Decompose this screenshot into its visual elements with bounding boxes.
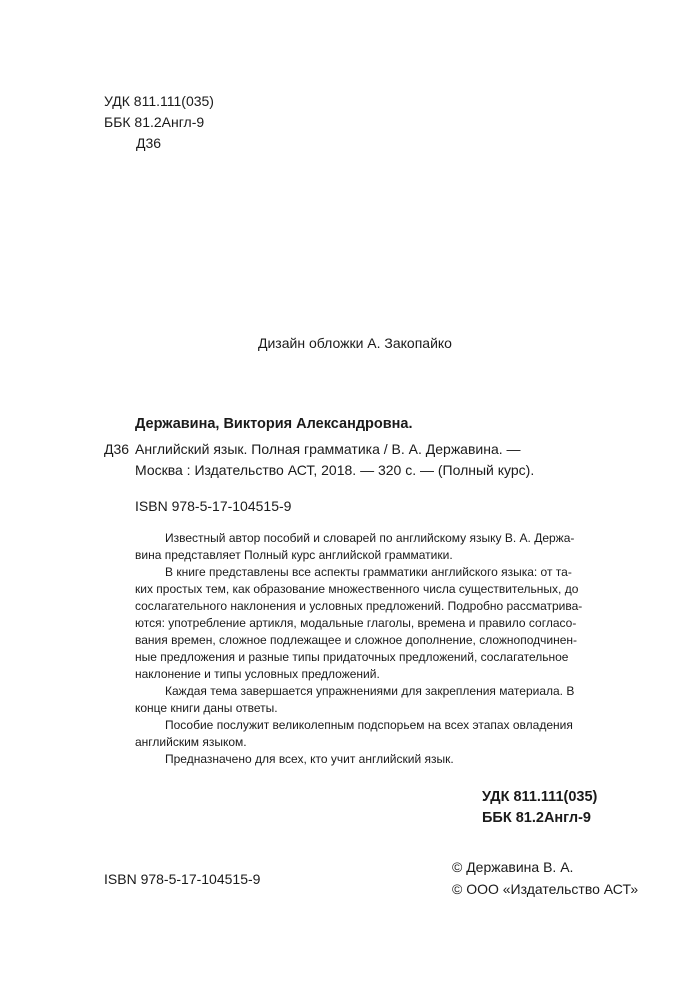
author-sign: Д36 — [104, 441, 130, 457]
author-sign-top: Д36 — [136, 135, 162, 151]
udk-code-top: УДК 811.111(035) — [104, 93, 214, 109]
copyright-author: © Державина В. А. — [452, 859, 574, 875]
annotation-line: В книге представлены все аспекты грамматики английского языка: от та- — [165, 565, 572, 579]
isbn: ISBN 978-5-17-104515-9 — [104, 871, 261, 887]
annotation-line: сослагательного наклонения и условных предложений. Подробно рассматрива- — [135, 599, 583, 613]
annotation-line: конце книги даны ответы. — [135, 701, 278, 715]
annotation-line: ких простых тем, как образование множественного числа существительных, до — [135, 582, 579, 596]
annotation-line: Предназначено для всех, кто учит английский язык. — [165, 752, 454, 766]
annotation-line: Пособие послужит великолепным подспорьем на всех этапах овладения — [165, 718, 573, 732]
bbk-code-top: ББК 81.2Англ-9 — [104, 114, 205, 130]
annotation — [135, 530, 583, 768]
annotation-line: вания времен, сложное подлежащее и сложное дополнение, сложноподчинен- — [135, 633, 578, 647]
annotation-line: вина представляет Полный курс английской грамматики. — [135, 548, 453, 562]
annotation-line: Известный автор пособий и словарей по английскому языку В. А. Держа- — [165, 531, 575, 545]
copyright-publisher: © ООО «Издательство АСТ» — [452, 881, 639, 897]
bibliographic-line-1: Английский язык. Полная грамматика / В. А. Державина. — — [135, 441, 521, 457]
bibliographic-line-2: Москва : Издательство АСТ, 2018. — 320 с. — (Полный курс). — [135, 462, 535, 478]
cover-design-credit: Дизайн обложки А. Закопайко — [258, 335, 452, 351]
annotation-line: ные предложения и разные типы придаточных предложений, сослагательное — [135, 650, 569, 664]
annotation-line: английским языком. — [135, 735, 247, 749]
annotation-line: Каждая тема завершается упражнениями для закрепления материала. В — [165, 684, 575, 698]
udk-code: УДК 811.111(035) — [482, 789, 598, 805]
annotation-line: ются: употребление артикля, модальные глаголы, времена и правило согласо- — [135, 616, 577, 630]
bbk-code: ББК 81.2Англ-9 — [482, 810, 591, 826]
author-heading: Державина, Виктория Александровна. — [135, 416, 413, 432]
isbn-reference: ISBN 978-5-17-104515-9 — [135, 498, 292, 514]
annotation-line: наклонение и типы условных предложений. — [135, 667, 380, 681]
